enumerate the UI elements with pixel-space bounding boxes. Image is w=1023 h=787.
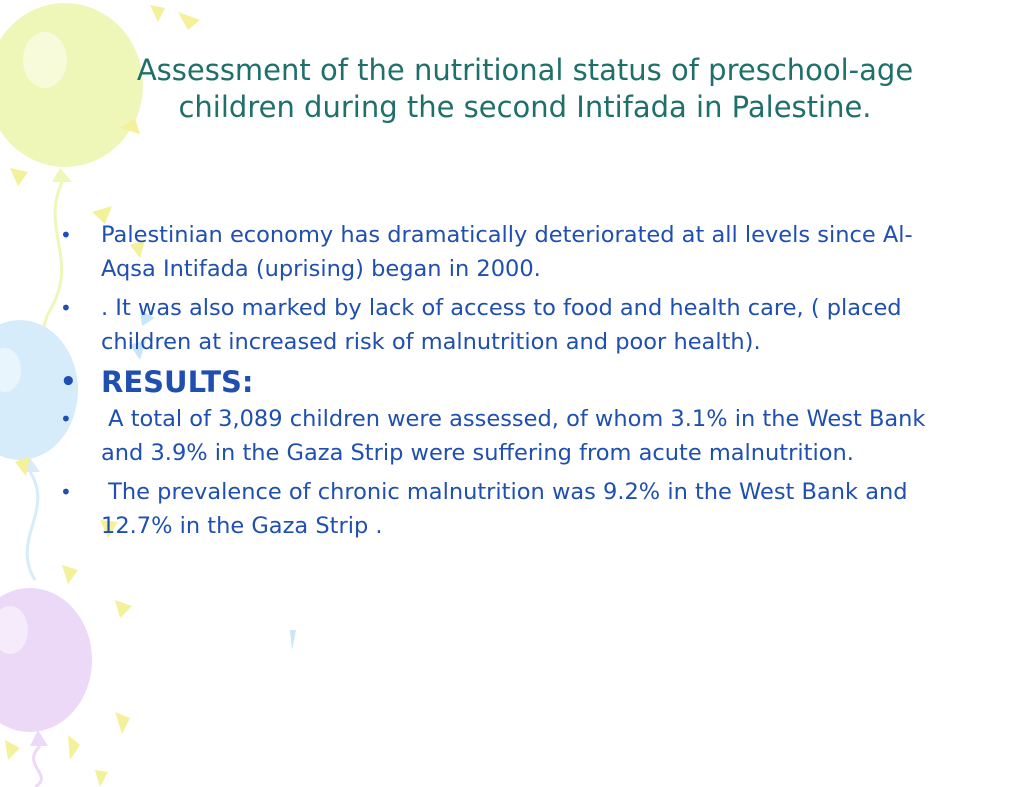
bullet-text: . It was also marked by lack of access to food and health care, ( placed children at increased risk of malnutrition and poor health). [101, 295, 909, 355]
bullet-dot-icon: • [60, 407, 72, 431]
results-heading [58, 362, 938, 402]
bullet-list [58, 218, 938, 548]
bullet-item [58, 291, 938, 359]
bullet-text: The prevalence of chronic malnutrition was 9.2% in the West Bank and 12.7% in the Gaza Strip . [101, 479, 915, 539]
bullet-dot-icon: • [60, 480, 72, 504]
bullet-item [58, 475, 938, 543]
bullet-dot-icon: • [60, 367, 77, 397]
purple-balloon [0, 588, 92, 787]
bullet-text: Palestinian economy has dramatically deteriorated at all levels since Al-Aqsa Intifada (uprising) began in 2000. [101, 222, 913, 282]
bullet-item [58, 402, 938, 470]
bullet-text: A total of 3,089 children were assessed, of whom 3.1% in the West Bank and 3.9% in the Gaza Strip were suffering from acute malnutrition. [101, 406, 933, 466]
bullet-dot-icon: • [60, 296, 72, 320]
slide-title: Assessment of the nutritional status of preschool-age children during the second Intifada in Palestine. [136, 53, 914, 124]
bullet-item [58, 218, 938, 286]
bullet-text: RESULTS: [101, 365, 254, 399]
bullet-dot-icon: • [60, 223, 72, 247]
